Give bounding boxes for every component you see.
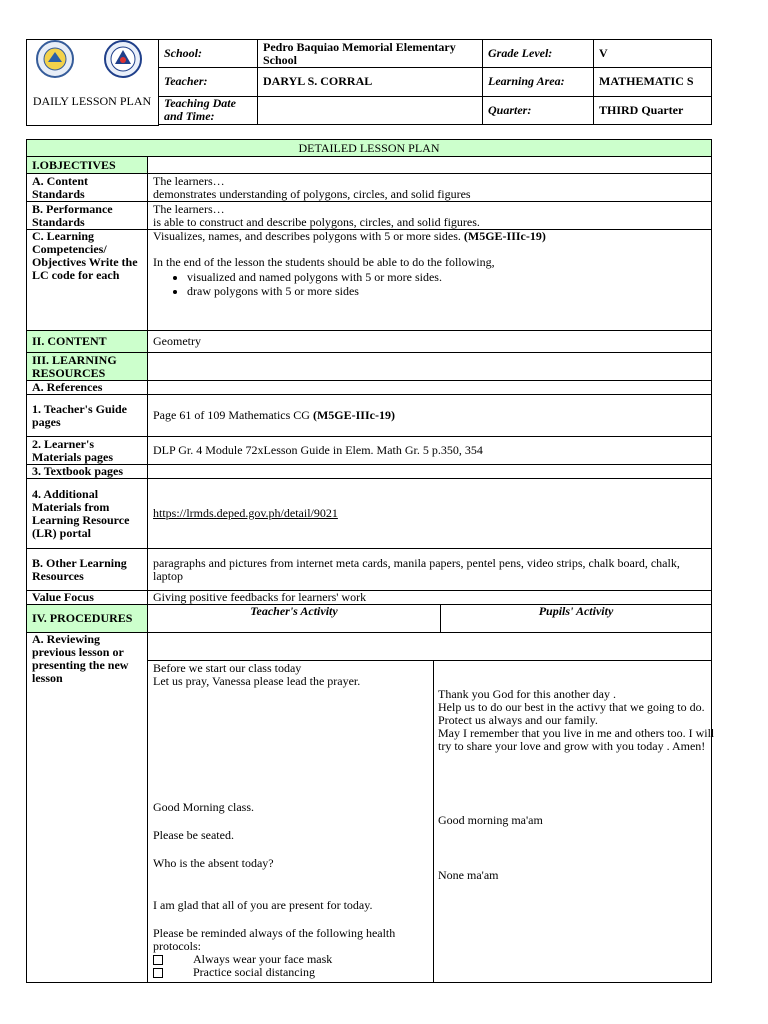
teacher-line: Let us pray, Vanessa please lead the prayer. xyxy=(153,674,361,688)
pupil-greeting: Good morning ma'am xyxy=(438,813,543,827)
lc-bullets xyxy=(153,271,706,298)
teacher-line: Who is the absent today? xyxy=(153,856,274,870)
content-standards-label: A. Content Standards xyxy=(27,174,148,202)
teacher-line: Please be reminded always of the following health protocols: xyxy=(153,926,396,953)
teacher-label: Teacher: xyxy=(159,68,258,96)
area-value: MATHEMATIC S xyxy=(594,68,712,96)
teacher-line: Good Morning class. xyxy=(153,800,254,814)
performance-standards-label: B. Performance Standards xyxy=(27,202,148,230)
teachers-guide-code: (M5GE-IIIc-19) xyxy=(312,408,395,422)
content-value: Geometry xyxy=(148,331,712,353)
objectives-label: I.OBJECTIVES xyxy=(27,157,148,174)
area-label: Learning Area: xyxy=(483,68,594,96)
pupil-absent-reply: None ma'am xyxy=(438,868,499,882)
dlp-table xyxy=(26,139,715,983)
performance-standards-line2: is able to construct and describe polygons, circles, and solid figures. xyxy=(153,214,480,229)
content-standards-line2: demonstrates understanding of polygons, circles, and solid figures xyxy=(153,186,471,201)
value-focus-value: Giving positive feedbacks for learners' work xyxy=(148,591,712,605)
teachers-guide-value: Page 61 of 109 Mathematics CG xyxy=(153,408,310,422)
checkbox-icon xyxy=(153,955,163,965)
content-standards-line1: The learners… xyxy=(153,173,225,188)
other-resources-value: paragraphs and pictures from internet meta cards, manila papers, pentel pens, video strips, chalk board, chalk, laptop xyxy=(148,549,712,591)
learners-materials-value: DLP Gr. 4 Module 72xLesson Guide in Elem. Math Gr. 5 p.350, 354 xyxy=(148,437,712,465)
date-label: Teaching Date and Time: xyxy=(159,96,258,124)
teachers-guide-label: 1. Teacher's Guide pages xyxy=(27,395,148,437)
reviewing-label: A. Reviewing previous lesson or presenting the new lesson xyxy=(27,633,148,983)
protocol-item: Practice social distancing xyxy=(153,966,429,979)
header-border xyxy=(26,39,159,126)
school-value: Pedro Baquiao Memorial Elementary School xyxy=(258,40,483,68)
grade-label: Grade Level: xyxy=(483,40,594,68)
dlp-title: DETAILED LESSON PLAN xyxy=(27,140,712,157)
protocol-item: Always wear your face mask xyxy=(153,953,429,966)
learners-materials-label: 2. Learner's Materials pages xyxy=(27,437,148,465)
lr-portal-link[interactable]: https://lrmds.deped.gov.ph/detail/9021 xyxy=(153,506,338,520)
lc-intro: In the end of the lesson the students should be able to do the following, xyxy=(153,255,495,269)
pupils-activity-header: Pupils' Activity xyxy=(441,605,712,633)
lc-bullet: • draw polygons with 5 or more sides xyxy=(187,285,706,298)
teachers-activity-header: Teacher's Activity xyxy=(148,605,441,633)
lc-bullet: • visualized and named polygons with 5 or more sides. xyxy=(187,271,706,284)
performance-standards-line1: The learners… xyxy=(153,201,225,216)
lc-code: (M5GE-IIIc-19) xyxy=(463,229,546,243)
teacher-line: Please be seated. xyxy=(153,828,234,842)
quarter-value: THIRD Quarter xyxy=(594,96,712,124)
checkbox-icon xyxy=(153,968,163,978)
procedures-label: IV. PROCEDURES xyxy=(27,605,148,633)
grade-value: V xyxy=(594,40,712,68)
additional-materials-label: 4. Additional Materials from Learning Resource (LR) portal xyxy=(27,479,148,549)
references-label: A. References xyxy=(27,381,148,395)
learning-resources-label: III. LEARNING RESOURCES xyxy=(27,353,148,381)
pupil-prayer: Thank you God for this another day . Help us to do our best in the activy that we going to do. Protect us always and our family. May I remember that you live in me and others too. I will try to share your love and grow with you today . Amen! xyxy=(438,687,715,753)
teacher-value: DARYL S. CORRAL xyxy=(258,68,483,96)
activity-divider xyxy=(433,661,434,982)
learning-competencies-label: C. Learning Competencies/ Objectives Write the LC code for each xyxy=(27,230,148,331)
content-label: II. CONTENT xyxy=(27,331,148,353)
school-label: School: xyxy=(159,40,258,68)
value-focus-label: Value Focus xyxy=(27,591,148,605)
teacher-line: I am glad that all of you are present for today. xyxy=(153,898,373,912)
other-resources-label: B. Other Learning Resources xyxy=(27,549,148,591)
teacher-line: Before we start our class today xyxy=(153,661,302,675)
textbook-label: 3. Textbook pages xyxy=(27,465,148,479)
daily-lesson-plan-label: DAILY LESSON PLAN xyxy=(32,94,152,108)
lc-text: Visualizes, names, and describes polygons with 5 or more sides. xyxy=(153,229,461,243)
header-table xyxy=(158,39,712,125)
date-value xyxy=(258,96,483,124)
quarter-label: Quarter: xyxy=(483,96,594,124)
